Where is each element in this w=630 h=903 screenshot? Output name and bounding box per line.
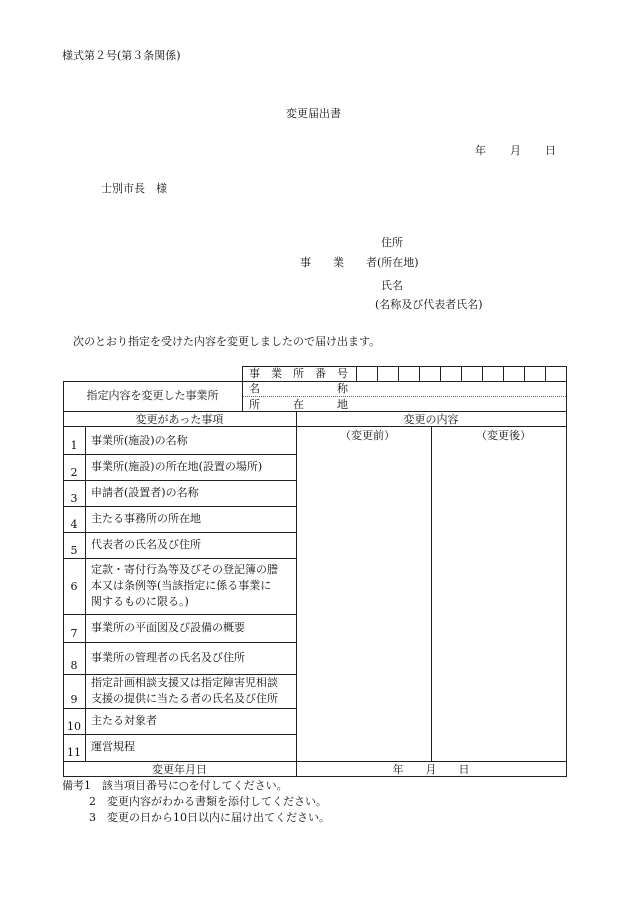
item-number: 4 xyxy=(70,518,78,531)
form-number: 様式第２号(第３条関係) xyxy=(62,49,181,62)
item-number: 3 xyxy=(70,492,78,505)
office-location-label: 所 在 地 xyxy=(249,398,348,411)
addressee: 士別市長 様 xyxy=(101,182,167,195)
page-title: 変更届出書 xyxy=(286,107,341,120)
date-year-label: 年 xyxy=(475,144,486,157)
item-label: 申請者(設置者)の名称 xyxy=(91,486,199,499)
item-number: 8 xyxy=(70,659,78,672)
item-label: 事業所の平面図及び設備の概要 xyxy=(91,621,245,634)
item-label: 代表者の氏名及び住所 xyxy=(91,538,201,551)
item-label: 支援の提供に当たる者の氏名及び住所 xyxy=(91,692,278,705)
item-label: 本又は条例等(当該指定に係る事業に xyxy=(91,579,272,592)
address-label: 住所 xyxy=(381,236,403,249)
change-date-value: 年 月 日 xyxy=(392,763,470,776)
item-label: 主たる対象者 xyxy=(91,714,157,727)
item-number: 7 xyxy=(70,627,78,640)
office-name-label: 名 称 xyxy=(249,382,348,395)
item-number: 11 xyxy=(67,746,81,759)
office-number-label: 事 業 所 番 号 xyxy=(249,367,348,380)
item-number: 10 xyxy=(67,720,81,733)
after-label: （変更後） xyxy=(476,429,531,442)
change-content-header: 変更の内容 xyxy=(403,413,459,426)
item-number: 5 xyxy=(70,544,78,557)
item-label: 定款・寄付行為等及びその登記簿の謄 xyxy=(91,563,278,576)
name-sub-label: (名称及び代表者氏名) xyxy=(375,298,483,311)
item-label: 運営規程 xyxy=(91,740,135,753)
item-label: 事業所の管理者の氏名及び住所 xyxy=(91,651,245,664)
item-number: 6 xyxy=(70,580,78,593)
item-label: 事業所(施設)の所在地(設置の場所) xyxy=(91,460,263,473)
intro-text: 次のとおり指定を受けた内容を変更しましたので届け出ます。 xyxy=(73,335,381,348)
item-number: 1 xyxy=(70,439,78,452)
item-label: 関するものに限る。) xyxy=(91,595,189,608)
note-1: 備考1 該当項目番号に○を付してください。 xyxy=(62,779,288,792)
change-date-label: 変更年月日 xyxy=(152,763,207,776)
date-day-label: 日 xyxy=(545,144,556,157)
date-month-label: 月 xyxy=(510,144,521,157)
item-label: 主たる事務所の所在地 xyxy=(91,512,201,525)
item-number: 2 xyxy=(70,466,78,479)
item-label: 指定計画相談支援又は指定障害児相談 xyxy=(91,676,278,689)
before-label: （変更前） xyxy=(340,429,395,442)
item-label: 事業所(施設)の名称 xyxy=(91,434,188,447)
business-label: 事 業 者(所在地) xyxy=(300,256,419,269)
name-label: 氏名 xyxy=(381,279,403,292)
note-3: 3 変更の日から10日以内に届け出てください。 xyxy=(89,811,330,824)
changed-items-header: 変更があった事項 xyxy=(135,413,224,426)
changed-office-label: 指定内容を変更した事業所 xyxy=(86,389,219,402)
note-2: 2 変更内容がわかる書類を添付してください。 xyxy=(89,795,327,808)
item-number: 9 xyxy=(70,693,78,706)
